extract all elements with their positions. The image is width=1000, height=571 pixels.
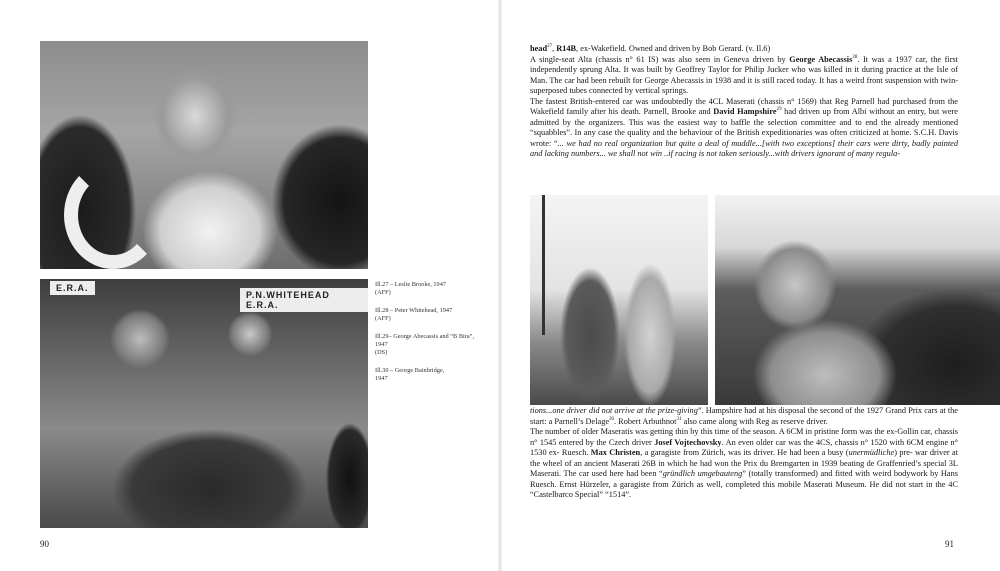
footnote-ref: 27: [547, 44, 553, 50]
text-run: ) pre- war driver at the wheel of an ancient Maserati 26B in which he had won the Prix du Bremgarten in 1939 beating de Graffenried’s special 3L Maserati. The car used here had been “: [530, 448, 959, 479]
footnote-ref: 30: [609, 416, 615, 422]
footnote-ref: 29: [776, 107, 782, 113]
text-run: also came along with Reg as reserve driver.: [681, 416, 828, 426]
paragraph: [530, 97, 958, 160]
bold-text: R14B: [556, 44, 577, 53]
text-run: . An even older car was the 4CS, chassis n° 1520 with 6CM engine n° 1530 ex- Ruesch.: [530, 437, 958, 458]
italic-quote: ... we had no real organization but quite a deal of muddle...[with two exceptions] their cars were dirty, badly painted and lacking numbers... we shall not win ..if racing is not taken seriously...with drivers ignorant of many regula-: [530, 138, 958, 159]
caption-credit: (AFF): [375, 315, 391, 323]
text-run: , a garagiste from Zürich, was its driver. He had been a busy (: [640, 448, 849, 458]
caption-ill30: [375, 367, 480, 383]
text-run: The fastest British-entered car was undoubtedly the 4CL Maserati (chassis n° 1569) that Reg Parnell had purchased from the Wakefield family after his death. Parnell, Brooke and: [530, 96, 958, 117]
bold-text: Josef Vojtechovsky: [654, 437, 722, 447]
bold-text: David Hampshire: [713, 107, 777, 117]
bold-text: head: [530, 44, 548, 53]
caption-ill29: [375, 333, 480, 358]
italic-text: unermüdliche: [848, 448, 895, 458]
paragraph: [530, 55, 958, 97]
text-run: ,: [552, 44, 557, 53]
caption-ill28: [375, 307, 480, 323]
car-number-six: [64, 161, 162, 269]
photo-captions: [375, 281, 480, 393]
caption-label: Ill.27 – Leslie Brooke, 1947: [375, 281, 447, 288]
caption-credit: (DS): [375, 349, 388, 357]
whitehead-banner: P.N.WHITEHEAD E.R.A.: [240, 288, 368, 312]
caption-label: Ill.29– George Abecassis and “B Bira”, 1947: [375, 332, 475, 349]
caption-credit: 1947: [375, 375, 388, 383]
photo-peter-whitehead: [40, 279, 368, 528]
photo-george-bainbridge: [715, 195, 1000, 405]
body-text-bottom: [530, 406, 958, 501]
text-run: A single-seat Alta (chassis n° 61 IS) was also seen in Geneva driven by: [530, 54, 790, 64]
photo-leslie-brooke: [40, 41, 368, 269]
footnote-ref: 28: [852, 54, 858, 60]
text-run: The number of older Maseratis was getting thin by this time of the season. A 6CM in pristine form was the ex-Gollin car, chassis n° 1545 entered by the Czech driver: [530, 427, 958, 447]
page-number-right: 91: [945, 539, 954, 549]
text-run: had driven up from Albi without an entry, but were admitted by the organizers. This was the easiest way to baffle the selection committee and to end the already mentioned “squabbles”. In any case the quality and the behaviour of the British expeditionaries was often criticized at home. S.C.H. Davis wrote: “: [530, 107, 958, 148]
text-run: ” (totally transformed) and fitted with weird bodywork by Hans Ruesch. Ernst Hürzeler, a garagiste from Zürich as well, completed this mobile Maserati Museum. He did not start in the 4C “Castelbarco Special” “1514”.: [530, 469, 958, 500]
caption-label: Ill.28 – Peter Whitehead, 1947: [375, 306, 453, 314]
caption-ill27: [375, 281, 480, 297]
footnote-ref: 31: [676, 416, 682, 422]
page-number-left: 90: [40, 539, 49, 549]
caption-label: Ill.30 – George Bainbridge,: [375, 366, 445, 374]
paragraph: [530, 406, 958, 427]
body-text-top: [530, 44, 958, 160]
text-run: ”. Hampshire had at his disposal the second of the 1927 Grand Prix cars at the start: a Parnell’s Delage: [530, 406, 958, 426]
italic-text: gründlich umgebauteng: [662, 469, 743, 479]
bold-text: Max Christen: [590, 448, 641, 458]
bold-text: George Abecassis: [789, 54, 853, 64]
caption-credit: (AFF): [375, 289, 391, 297]
telegraph-pole: [542, 195, 545, 335]
era-banner: E.R.A.: [50, 281, 95, 295]
photo-abecassis-bira: [530, 195, 708, 405]
text-run: , ex-Wakefield. Owned and driven by Bob Gerard. (v. Il.6): [576, 44, 771, 53]
paragraph: [530, 427, 958, 501]
paragraph: [530, 44, 958, 55]
italic-quote: tions...one driver did not arrive at the prize-giving: [530, 406, 698, 415]
text-run: . It was a 1937 car, the first independently sprung Alta. It was built by Geoffrey Taylor for Philip Jucker who was killed in it during practice at the Isle of Man. The car had been rebuilt for George Abecassis in 1938 and it is still raced today. It has a weird front suspension with twin-superposed tubes connected by vertical springs.: [530, 54, 958, 96]
text-run: . Robert Arbuthnot: [614, 416, 677, 426]
